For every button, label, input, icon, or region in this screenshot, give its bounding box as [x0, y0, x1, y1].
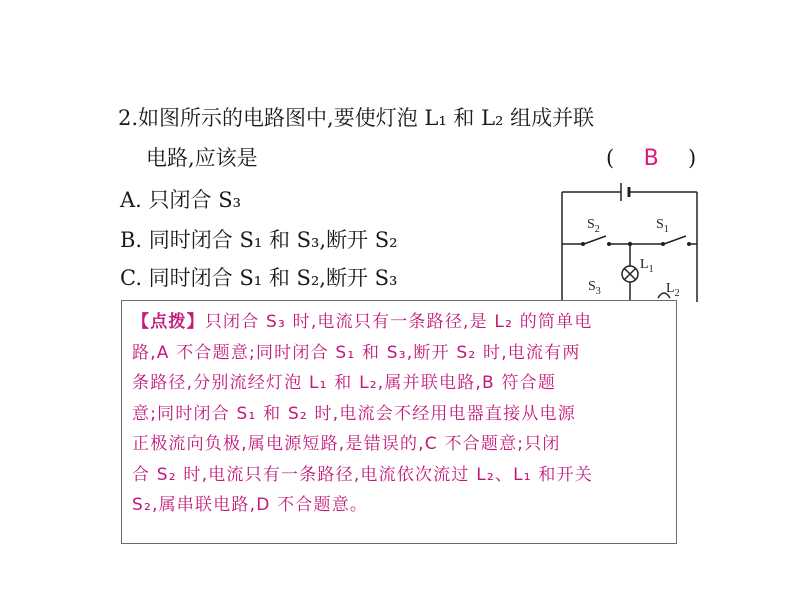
- label-l2: $L_2$: [666, 281, 680, 299]
- answer-open-paren: (: [606, 146, 615, 170]
- option-b: B. 同时闭合 S₁ 和 S₃,断开 S₂: [120, 228, 398, 252]
- junction-dot: [628, 242, 632, 246]
- hint-line-6: 合 S₂ 时,电流只有一条路径,电流依次流过 L₂、L₁ 和开关: [132, 464, 594, 485]
- option-a: A. 只闭合 S₃: [120, 188, 241, 212]
- hint-box: [121, 300, 677, 544]
- answer-bracket: [606, 144, 696, 173]
- question-stem-text: 如图所示的电路图中,要使灯泡 L₁ 和 L₂ 组成并联: [138, 106, 595, 130]
- switch-s1-contact-left: [661, 242, 665, 246]
- switch-s2-contact-left: [581, 242, 585, 246]
- switch-s1-blade: [664, 236, 686, 244]
- question-stem-line1: [118, 104, 594, 132]
- answer-close-paren: ): [688, 146, 697, 170]
- question-number: 2.: [118, 106, 139, 130]
- switch-s2-contact-right: [607, 242, 611, 246]
- hint-line-7: S₂,属串联电路,D 不合题意。: [132, 495, 369, 515]
- label-s1: $S_1$: [656, 217, 669, 235]
- option-c: C. 同时闭合 S₁ 和 S₂,断开 S₃: [120, 266, 398, 290]
- hint-line-4: 意;同时闭合 S₁ 和 S₂ 时,电流会不经用电器直接从电源: [132, 403, 576, 424]
- hint-tag: 【点拨】: [132, 312, 205, 332]
- switch-s2-blade: [584, 236, 606, 244]
- answer-letter: B: [643, 146, 659, 171]
- hint-line-1: [132, 307, 668, 338]
- circuit-diagram: [550, 178, 710, 302]
- hint-text-1: 只闭合 S₃ 时,电流只有一条路径,是 L₂ 的简单电: [204, 312, 593, 332]
- hint-line-2: 路,A 不合题意;同时闭合 S₁ 和 S₃,断开 S₂ 时,电流有两: [132, 342, 581, 363]
- label-s3: $S_3$: [588, 279, 601, 297]
- switch-s1-contact-right: [687, 242, 691, 246]
- label-l1: $L_1$: [640, 257, 654, 275]
- question-stem-line2: 电路,应该是: [146, 146, 258, 170]
- hint-line-5: 正极流向负极,属电源短路,是错误的,C 不合题意;只闭: [132, 434, 561, 454]
- label-s2: $S_2$: [587, 217, 600, 235]
- hint-line-3: 条路径,分别流经灯泡 L₁ 和 L₂,属并联电路,B 符合题: [132, 373, 557, 393]
